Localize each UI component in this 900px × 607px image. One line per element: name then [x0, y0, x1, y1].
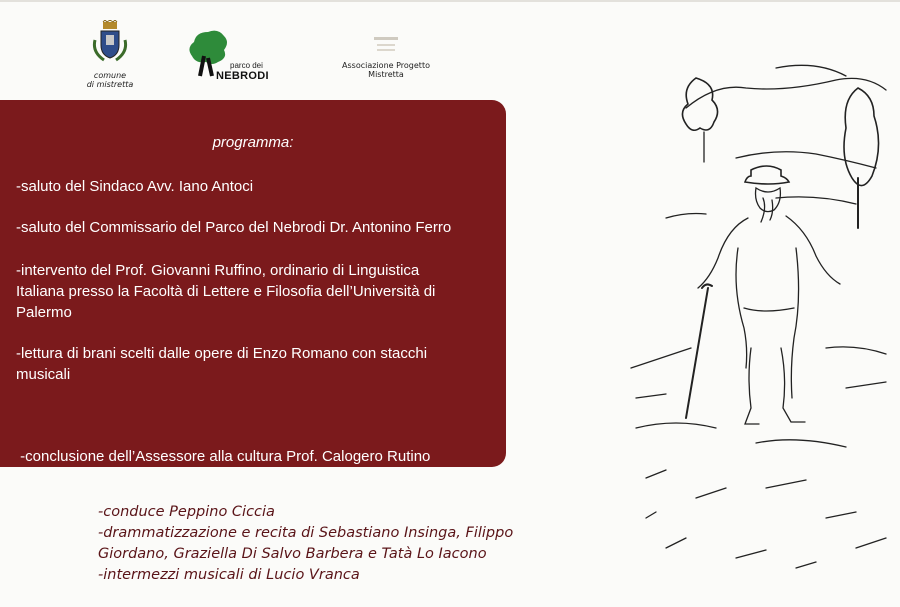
nebrodi-small-text: parco dei: [230, 61, 263, 70]
item-line: -intervento del Prof. Giovanni Ruffino, ordinario di Linguistica: [16, 262, 420, 279]
program-panel: [0, 100, 506, 467]
mistretta-caption-1: comune: [93, 71, 127, 80]
credit-line: Giordano, Graziella Di Salvo Barbera e Tatà Lo Iacono: [98, 546, 487, 562]
credit-line: -drammatizzazione e recita di Sebastiano Insinga, Filippo: [98, 525, 514, 541]
item-line: -conclusione dell’Assessore alla cultura Prof. Calogero Rutino: [16, 448, 431, 465]
item-line: -saluto del Sindaco Avv. Iano Antoci: [16, 178, 254, 195]
association-emblem-icon: [371, 34, 401, 56]
credits: [98, 502, 518, 586]
program-item-lettura: [16, 343, 501, 385]
item-line: musicali: [16, 366, 71, 383]
item-line: -lettura di brani scelti dalle opere di Enzo Romano con stacchi: [16, 345, 428, 362]
mistretta-caption-2: di mistretta: [86, 80, 134, 89]
program-item-saluto-commissario: [16, 217, 501, 238]
item-line: Italiana presso la Facoltà di Lettere e Filosofia dell’Università di: [16, 283, 436, 300]
credit-line: -intermezzi musicali di Lucio Vranca: [98, 567, 360, 583]
assoc-caption-1: Associazione Progetto: [342, 61, 430, 70]
credit-line: -conduce Peppino Ciccia: [98, 504, 275, 520]
program-title: programma:: [212, 134, 294, 151]
assoc-caption-2: Mistretta: [368, 70, 404, 79]
old-man-sketch-illustration: [626, 48, 900, 588]
logo-parco-nebrodi: [188, 28, 278, 86]
nebrodi-big-text: NEBRODI: [216, 70, 269, 82]
program-item-intervento: [16, 260, 501, 323]
coat-of-arms-icon: [90, 20, 130, 66]
logo-comune-mistretta: [78, 20, 142, 89]
program-item-conclusione: [16, 404, 501, 509]
item-line: Palermo: [16, 304, 72, 321]
program-item-saluto-sindaco: [16, 176, 501, 197]
item-line: -saluto del Commissario del Parco del Nebrodi Dr. Antonino Ferro: [16, 219, 452, 236]
top-border: [0, 0, 900, 2]
logo-associazione: [338, 34, 434, 79]
